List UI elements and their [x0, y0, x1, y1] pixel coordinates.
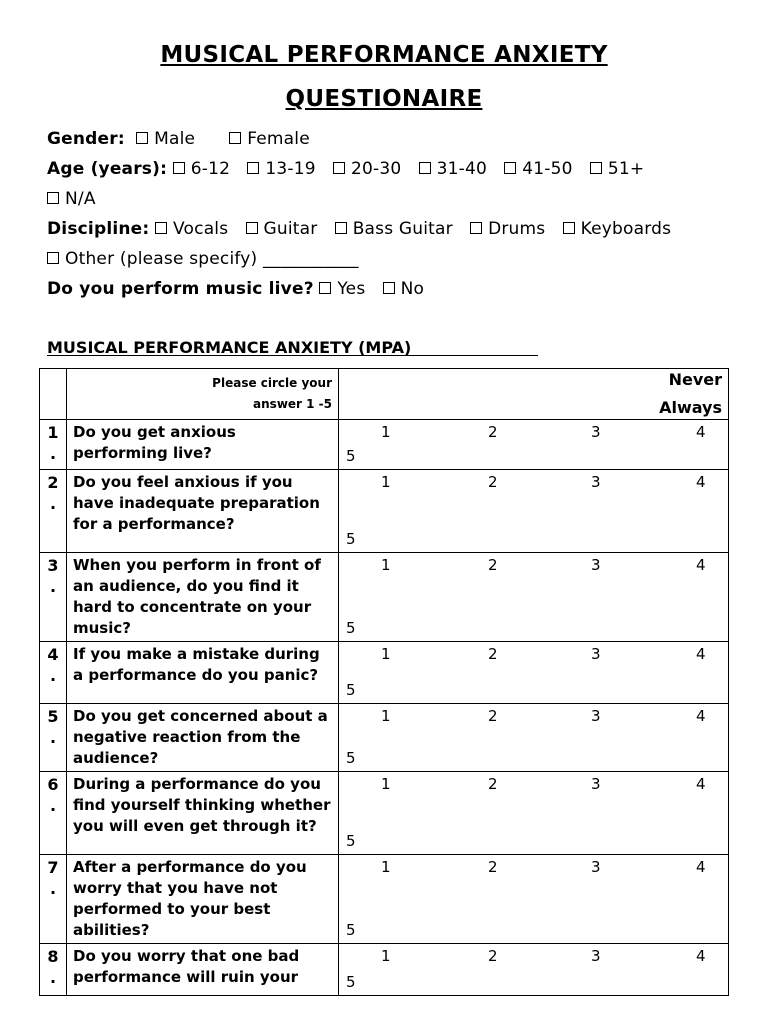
rating-scale-cell — [339, 470, 729, 553]
instruction-line-1: Please circle your — [212, 376, 332, 390]
option-male: Male — [154, 129, 196, 149]
rating-option-3[interactable]: 3 — [591, 775, 601, 793]
checkbox-vocals[interactable] — [155, 222, 167, 234]
question-text: During a performance do you find yourself thinking whether you will even get through it? — [67, 772, 339, 855]
rating-option-1[interactable]: 1 — [381, 947, 391, 965]
rating-option-3[interactable]: 3 — [591, 947, 601, 965]
checkbox-guitar[interactable] — [246, 222, 258, 234]
question-number-dot: . — [49, 444, 57, 463]
rating-option-2[interactable]: 2 — [488, 645, 498, 663]
question-number: 8 — [47, 947, 59, 966]
table-row — [40, 772, 729, 855]
header-scale-cell — [339, 369, 729, 420]
table-row — [40, 553, 729, 642]
option-age-20-30: 20-30 — [350, 159, 402, 179]
rating-option-3[interactable]: 3 — [591, 707, 601, 725]
question-text: Do you worry that one bad performance will ruin your — [67, 944, 339, 996]
checkbox-age-13-19[interactable] — [247, 162, 259, 174]
rating-option-2[interactable]: 2 — [488, 775, 498, 793]
rating-option-5[interactable]: 5 — [346, 921, 356, 939]
checkbox-age-31-40[interactable] — [419, 162, 431, 174]
checkbox-drums[interactable] — [470, 222, 482, 234]
question-number-dot: . — [49, 968, 57, 987]
checkbox-male[interactable] — [136, 132, 148, 144]
table-row — [40, 470, 729, 553]
table-row — [40, 420, 729, 470]
rating-option-1[interactable]: 1 — [381, 775, 391, 793]
checkbox-age-na[interactable] — [47, 192, 59, 204]
gender-label: Gender: — [47, 129, 125, 149]
rating-scale-cell — [339, 855, 729, 944]
option-vocals: Vocals — [173, 219, 229, 239]
section-title: MUSICAL PERFORMANCE ANXIETY (MPA) — [47, 338, 412, 357]
section-underline — [47, 355, 538, 356]
question-number-cell — [40, 855, 67, 944]
option-age-13-19: 13-19 — [265, 159, 316, 179]
rating-scale-cell — [339, 420, 729, 470]
table-row — [40, 944, 729, 996]
rating-option-5[interactable]: 5 — [346, 681, 356, 699]
scale-high-label: Always — [659, 398, 722, 417]
question-text: If you make a mistake during a performance do you panic? — [67, 642, 339, 704]
question-number: 1 — [47, 423, 59, 442]
age-row — [47, 159, 650, 179]
option-no: No — [400, 279, 425, 299]
rating-option-2[interactable]: 2 — [488, 423, 498, 441]
rating-option-1[interactable]: 1 — [381, 645, 391, 663]
question-number-cell — [40, 553, 67, 642]
rating-option-1[interactable]: 1 — [381, 473, 391, 491]
checkbox-no[interactable] — [383, 282, 395, 294]
checkbox-age-20-30[interactable] — [333, 162, 345, 174]
question-text: When you perform in front of an audience, do you find it hard to concentrate on your music? — [67, 553, 339, 642]
rating-option-3[interactable]: 3 — [591, 473, 601, 491]
checkbox-other[interactable] — [47, 252, 59, 264]
rating-option-4[interactable]: 4 — [696, 423, 706, 441]
rating-option-2[interactable]: 2 — [488, 556, 498, 574]
checkbox-yes[interactable] — [319, 282, 331, 294]
rating-option-2[interactable]: 2 — [488, 858, 498, 876]
question-text: Do you get concerned about a negative reaction from the audience? — [67, 704, 339, 772]
header-instruction-cell — [67, 369, 339, 420]
rating-option-5[interactable]: 5 — [346, 832, 356, 850]
rating-option-1[interactable]: 1 — [381, 556, 391, 574]
question-number-dot: . — [49, 728, 57, 747]
option-keyboards: Keyboards — [580, 219, 672, 239]
option-drums: Drums — [488, 219, 546, 239]
question-number-cell — [40, 704, 67, 772]
scale-low-label: Never — [668, 370, 722, 389]
question-number: 4 — [47, 645, 59, 664]
age-label: Age (years): — [47, 159, 168, 179]
question-text: Do you get anxious performing live? — [67, 420, 339, 470]
question-number-cell — [40, 944, 67, 996]
option-age-na: N/A — [65, 189, 96, 209]
rating-option-4[interactable]: 4 — [696, 473, 706, 491]
checkbox-age-6-12[interactable] — [173, 162, 185, 174]
rating-option-5[interactable]: 5 — [346, 530, 356, 548]
question-text: After a performance do you worry that you have not performed to your best abilities? — [67, 855, 339, 944]
checkbox-bass-guitar[interactable] — [335, 222, 347, 234]
question-number: 3 — [47, 556, 59, 575]
table-row — [40, 642, 729, 704]
title-line-1: MUSICAL PERFORMANCE ANXIETY — [160, 42, 608, 68]
rating-option-1[interactable]: 1 — [381, 423, 391, 441]
question-number-dot: . — [49, 666, 57, 685]
option-age-6-12: 6-12 — [190, 159, 231, 179]
question-number-dot: . — [49, 494, 57, 513]
option-bass-guitar: Bass Guitar — [352, 219, 453, 239]
rating-option-4[interactable]: 4 — [696, 775, 706, 793]
rating-option-4[interactable]: 4 — [696, 858, 706, 876]
table-row — [40, 704, 729, 772]
question-number: 7 — [47, 858, 59, 877]
discipline-label: Discipline: — [47, 219, 150, 239]
rating-option-2[interactable]: 2 — [488, 473, 498, 491]
gender-row — [47, 129, 316, 149]
rating-option-3[interactable]: 3 — [591, 645, 601, 663]
rating-option-1[interactable]: 1 — [381, 858, 391, 876]
option-age-31-40: 31-40 — [436, 159, 487, 179]
option-yes: Yes — [337, 279, 366, 299]
question-number-dot: . — [49, 879, 57, 898]
checkbox-age-51-plus[interactable] — [590, 162, 602, 174]
rating-option-1[interactable]: 1 — [381, 707, 391, 725]
rating-option-3[interactable]: 3 — [591, 556, 601, 574]
rating-option-4[interactable]: 4 — [696, 645, 706, 663]
rating-scale-cell — [339, 772, 729, 855]
question-number-dot: . — [49, 577, 57, 596]
question-number-cell — [40, 772, 67, 855]
rating-option-5[interactable]: 5 — [346, 447, 356, 465]
rating-option-2[interactable]: 2 — [488, 947, 498, 965]
question-number-dot: . — [49, 796, 57, 815]
rating-scale-cell — [339, 553, 729, 642]
option-other-specify[interactable]: Other (please specify) ___________ — [65, 249, 359, 269]
question-text: Do you feel anxious if you have inadequate preparation for a performance? — [67, 470, 339, 553]
checkbox-female[interactable] — [229, 132, 241, 144]
question-number: 2 — [47, 473, 59, 492]
rating-option-5[interactable]: 5 — [346, 619, 356, 637]
live-label: Do you perform music live? — [47, 279, 314, 299]
table-row — [40, 855, 729, 944]
discipline-row — [47, 219, 671, 239]
option-guitar: Guitar — [263, 219, 318, 239]
live-row — [47, 279, 424, 299]
table-header-row — [40, 369, 729, 420]
question-number: 5 — [47, 707, 59, 726]
instruction-line-2: answer 1 -5 — [253, 397, 332, 411]
question-number-cell — [40, 470, 67, 553]
question-number: 6 — [47, 775, 59, 794]
checkbox-age-41-50[interactable] — [504, 162, 516, 174]
rating-scale-cell — [339, 642, 729, 704]
rating-option-4[interactable]: 4 — [696, 556, 706, 574]
mpa-table — [39, 368, 729, 996]
option-female: Female — [247, 129, 310, 149]
checkbox-keyboards[interactable] — [563, 222, 575, 234]
option-age-51-plus: 51+ — [607, 159, 645, 179]
rating-option-5[interactable]: 5 — [346, 973, 356, 991]
age-row-2 — [47, 189, 96, 209]
rating-option-4[interactable]: 4 — [696, 947, 706, 965]
question-number-cell — [40, 420, 67, 470]
rating-option-5[interactable]: 5 — [346, 749, 356, 767]
rating-option-3[interactable]: 3 — [591, 858, 601, 876]
rating-scale-cell — [339, 944, 729, 996]
option-age-41-50: 41-50 — [522, 159, 573, 179]
title-line-2: QUESTIONAIRE — [285, 86, 483, 112]
header-num-cell — [40, 369, 67, 420]
rating-option-3[interactable]: 3 — [591, 423, 601, 441]
rating-option-4[interactable]: 4 — [696, 707, 706, 725]
question-number-cell — [40, 642, 67, 704]
discipline-row-2 — [47, 249, 359, 269]
rating-scale-cell — [339, 704, 729, 772]
rating-option-2[interactable]: 2 — [488, 707, 498, 725]
